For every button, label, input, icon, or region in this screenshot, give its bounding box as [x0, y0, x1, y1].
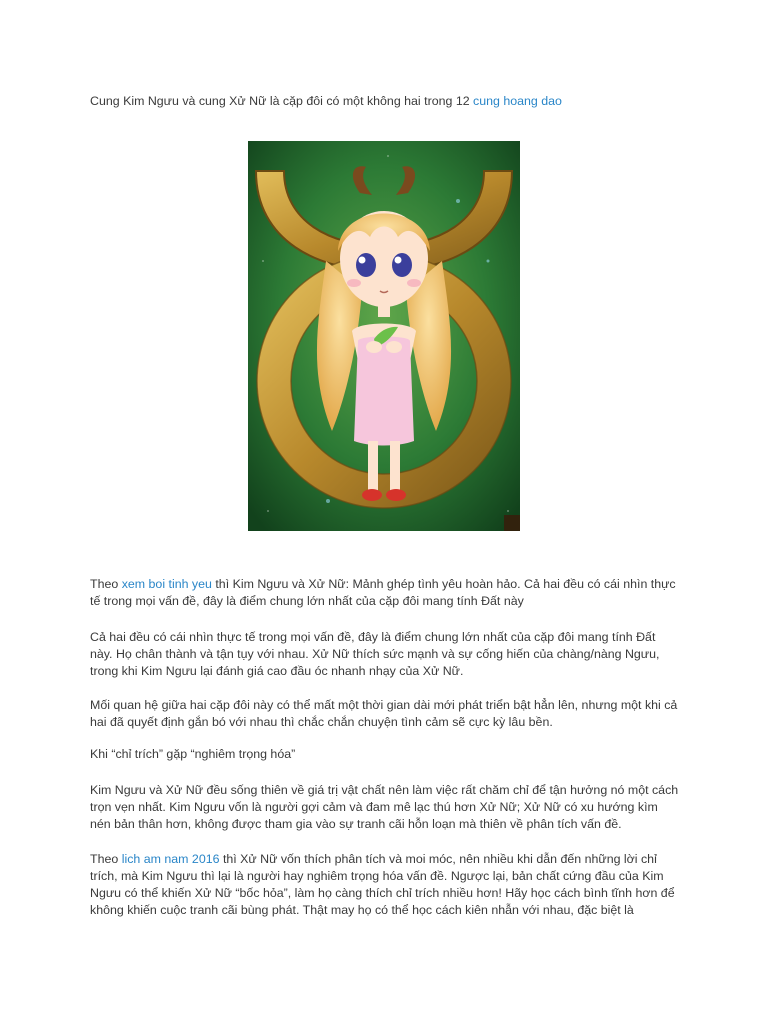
lich-am-nam-2016-link[interactable]: lich am nam 2016 [121, 852, 220, 866]
cung-hoang-dao-link[interactable]: cung hoang dao [473, 94, 562, 108]
section-heading: Khi “chỉ trích” gặp “nghiêm trọng hóa” [90, 747, 296, 761]
intro-text: Cung Kim Ngưu và cung Xử Nữ là cặp đôi có một không hai trong 12 [90, 94, 474, 108]
intro-paragraph [90, 93, 680, 110]
paragraph-kim-nguu-xu-nu: Kim Ngưu và Xử Nữ đều sống thiên về giá trị vật chất nên làm việc rất chăm chỉ để tận hưởng nó một cách trọn vẹn nhất. Kim Ngưu vốn là người gợi cảm và đam mê lạc thú hơn Xử Nữ; Xử Nữ có xu hướng kìm nén bản thân hơn, không được tham gia vào sự tranh cãi hỗn loạn mà thiên về phân tích vấn đề. [90, 783, 679, 831]
p1-text: thì Kim Ngưu và Xử Nữ: Mảnh ghép tình yêu hoàn hảo. Cả hai đều có cái nhìn thực tế trong mọi vấn đề, đây là điểm chung lớn nhất của cặp đôi mang tính Đất này [90, 577, 676, 608]
xem-boi-tinh-yeu-link[interactable]: xem boi tinh yeu [121, 577, 212, 591]
paragraph-xem-boi [90, 576, 680, 610]
paragraph-moi-quan-he: Mối quan hệ giữa hai cặp đôi này có thể mất một thời gian dài mới phát triển bật hẳn lên, nhưng một khi cả hai đã quyết định gắn bó với nhau thì chắc chắn chuyện tình cảm sẽ cực kỳ lâu bền. [90, 698, 678, 729]
paragraph-lich-am [90, 851, 680, 919]
p1-prefix: Theo [90, 577, 122, 591]
p6-prefix: Theo [90, 852, 122, 866]
taurus-zodiac-girl-illustration [248, 141, 520, 531]
paragraph-ca-hai: Cả hai đều có cái nhìn thực tế trong mọi vấn đề, đây là điểm chung lớn nhất của cặp đôi mang tính Đất này. Họ chân thành và tận tụy với nhau. Xử Nữ thích sức mạnh và sự cống hiến của chàng/nàng Ngưu, trong khi Kim Ngưu lại đánh giá cao đầu óc nhanh nhạy của Xử Nữ. [90, 630, 660, 678]
p6-text: thì Xử Nữ vốn thích phân tích và moi móc, nên nhiều khi dẫn đến những lời chỉ trích, mà Kim Ngưu thì lại là người hay nghiêm trọng hóa vấn đề. Ngược lại, bản chất cứng đầu của Kim Ngưu có thể khiến Xử Nữ “bốc hỏa”, làm họ càng thích chỉ trích nhiều hơn! Hãy học cách bình tĩnh hơn để không khiến cuộc tranh cãi bùng phát. Thật may họ có thể học cách kiên nhẫn với nhau, đặc biệt là [90, 852, 675, 917]
